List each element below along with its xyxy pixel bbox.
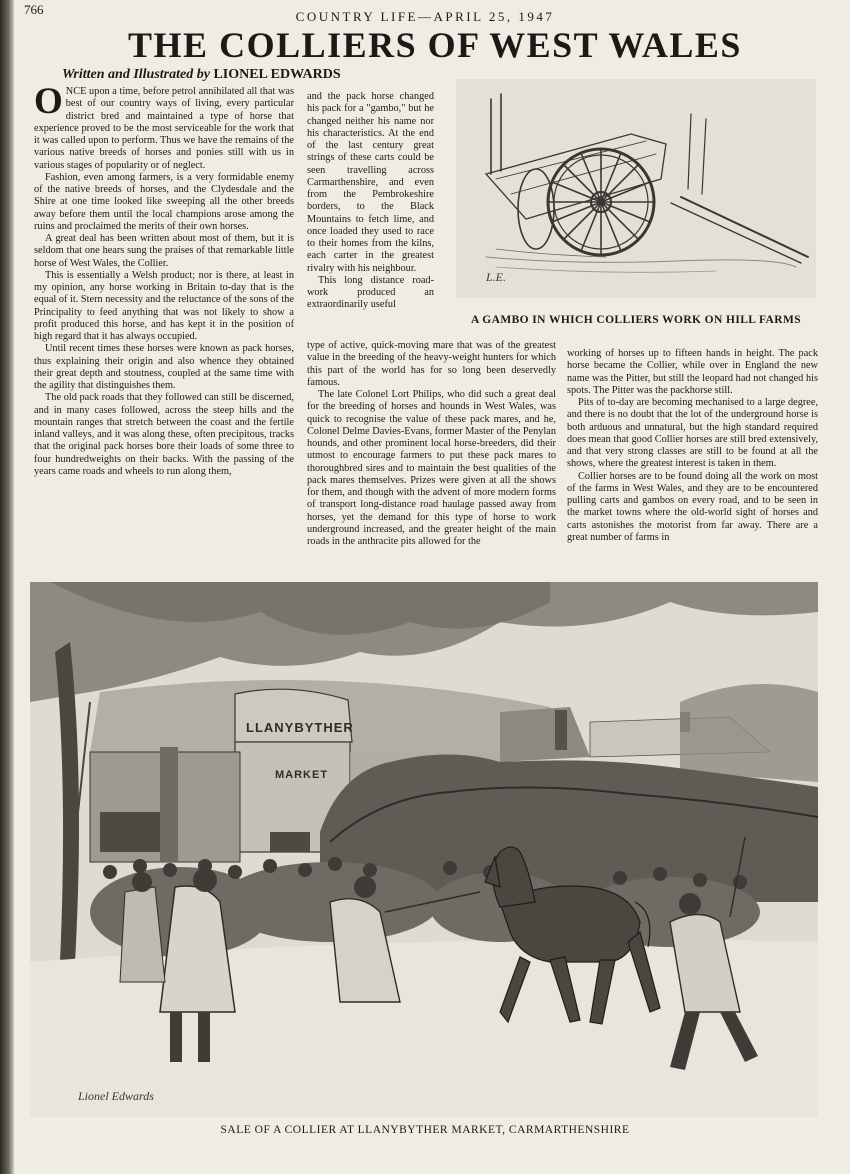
paragraph: This is essentially a Welsh product; nor is there, at least in my opinion, any horse working in Britain to-day that is the equal of it. Stern necessity and the reluctance of the sons of the Principality to feed anything that was not likely to show a profit produced this horse, and has kept it in the position of high regard that it has always occupied.: [34, 269, 294, 342]
paragraph: Collier horses are to be found doing all the work on most of the farms in West Wales, and they are to be encountered pulling carts and gambos on every road, and to be seen in the market towns where the old-world sight of horses and carts astonishes the motorist from far away. There are a great number of farms in: [567, 470, 818, 543]
market-scene-drawing: [30, 582, 818, 1117]
paragraph: type of active, quick-moving mare that was of the greatest value in the breeding of the heavy-weight hunters for which this part of the world has for so long been deservedly famous.: [307, 340, 556, 388]
page-number: 766: [24, 2, 44, 17]
article-column-2-bottom: [307, 340, 556, 580]
article-title: THE COLLIERS OF WEST WALES: [128, 25, 742, 65]
paragraph: Fashion, even among farmers, is a very formidable enemy of the native breeds of horses, and the Clydesdale and the Shire at one time looked like sweeping all the other breeds away before them until the local champions arose among the ruins and proclaimed the merits of their own horses.: [34, 171, 294, 232]
drop-cap: O: [34, 86, 63, 122]
article-column-3: [567, 348, 818, 582]
paragraph: working of horses up to fifteen hands in height. The pack horse became the Collier, while over in England the new name was the Pitter, but still the leopard had not changed his spots. The Pitter was the packhorse still.: [567, 348, 818, 396]
figure2-signature: Lionel Edwards: [78, 1089, 154, 1103]
running-head: COUNTRY LIFE—APRIL 25, 1947: [295, 9, 555, 24]
gambo-cart-drawing: [456, 79, 816, 298]
article-column-2-top: [307, 91, 434, 341]
paragraph: This long distance road-work produced an extraordinarily useful: [307, 274, 434, 311]
gambo-illustration: [456, 79, 816, 298]
paragraph: and the pack horse changed his pack for a "gambo," but he changed neither his name nor his characteristics. At the end of the last century great strings of these carts could be seen travelling across Carmarthenshire, and even from the Pembrokeshire borders, to the Black Mountains to fetch lime, and once loaded they used to race to their homes from the kilns, each carter in the greatest rivalry with his neighbour.: [307, 91, 434, 274]
figure1-caption: A GAMBO IN WHICH COLLIERS WORK ON HILL FARMS: [470, 314, 802, 326]
paragraph: The late Colonel Lort Philips, who did such a great deal for the breeding of horses and hounds in West Wales, was quick to recognise the value of these pack mares, and he, Colonel Delme Davies-Evans, former Master of the Penylan hounds, and other prominent local horse-breeders, did their utmost to encourage farmers to put these pack mares to thoroughbred sires and to maintain the best qualities of the pack mares themselves. Prizes were given at all the shows for them, and though with the advent of more modern forms of transport long-distance road haulage passed away from horses, yet the demand for this type of horse to work underground increased, and the greater height of the main roads in the anthracite pits allowed for the: [307, 389, 556, 547]
market-scene-illustration: [30, 582, 818, 1117]
byline-prefix: Written and Illustrated by: [62, 67, 210, 82]
figure1-signature: L.E.: [486, 270, 507, 284]
paragraph: The old pack roads that they followed can still be discerned, and in many cases followed, across the steep hills and the mountain ranges that stretch between the coast and the fertile inland valleys, and it was along these, often precipitous, tracks that the original pack horses bore their loads of some three to four hundredweights on their backs. With the passing of the years came roads and wheels to run along them,: [34, 392, 294, 477]
paragraph: ONCE upon a time, before petrol annihilated all that was best of our country ways of living, every particular district bred and maintained a type of horse that experience proved to be the most serviceable for the work that it was called upon to perform. Thus we have the remains of the various native breeds of horses and ponies still with us in various stages of popularity or of neglect.: [34, 86, 294, 171]
byline-author: LIONEL EDWARDS: [213, 67, 341, 82]
figure2-caption: SALE OF A COLLIER AT LLANYBYTHER MARKET, CARMARTHENSHIRE: [220, 1124, 630, 1136]
market-sign-top: LLANYBYTHER: [246, 720, 354, 735]
paragraph: Pits of to-day are becoming mechanised to a large degree, and there is no doubt that the lot of the underground horse is both arduous and unnatural, but the high standard required does mean that good Collier horses are still bred extensively, and that very strong classes are still to be found at all the shows, where the greatest interest is taken in them.: [567, 397, 818, 470]
page-binding-edge: [0, 0, 14, 1174]
byline: [62, 67, 341, 83]
market-sign-bottom: MARKET: [275, 769, 329, 781]
paragraph: A great deal has been written about most of them, but it is seldom that one hears sung the praises of that remarkable little horse of West Wales, the Collier.: [34, 233, 294, 269]
paragraph: Until recent times these horses were known as pack horses, thus explaining their origin and also whence they obtained their great depth and stoutness, coupled at the same time with the agility that distinguishes them.: [34, 343, 294, 391]
article-column-1: [34, 86, 294, 580]
